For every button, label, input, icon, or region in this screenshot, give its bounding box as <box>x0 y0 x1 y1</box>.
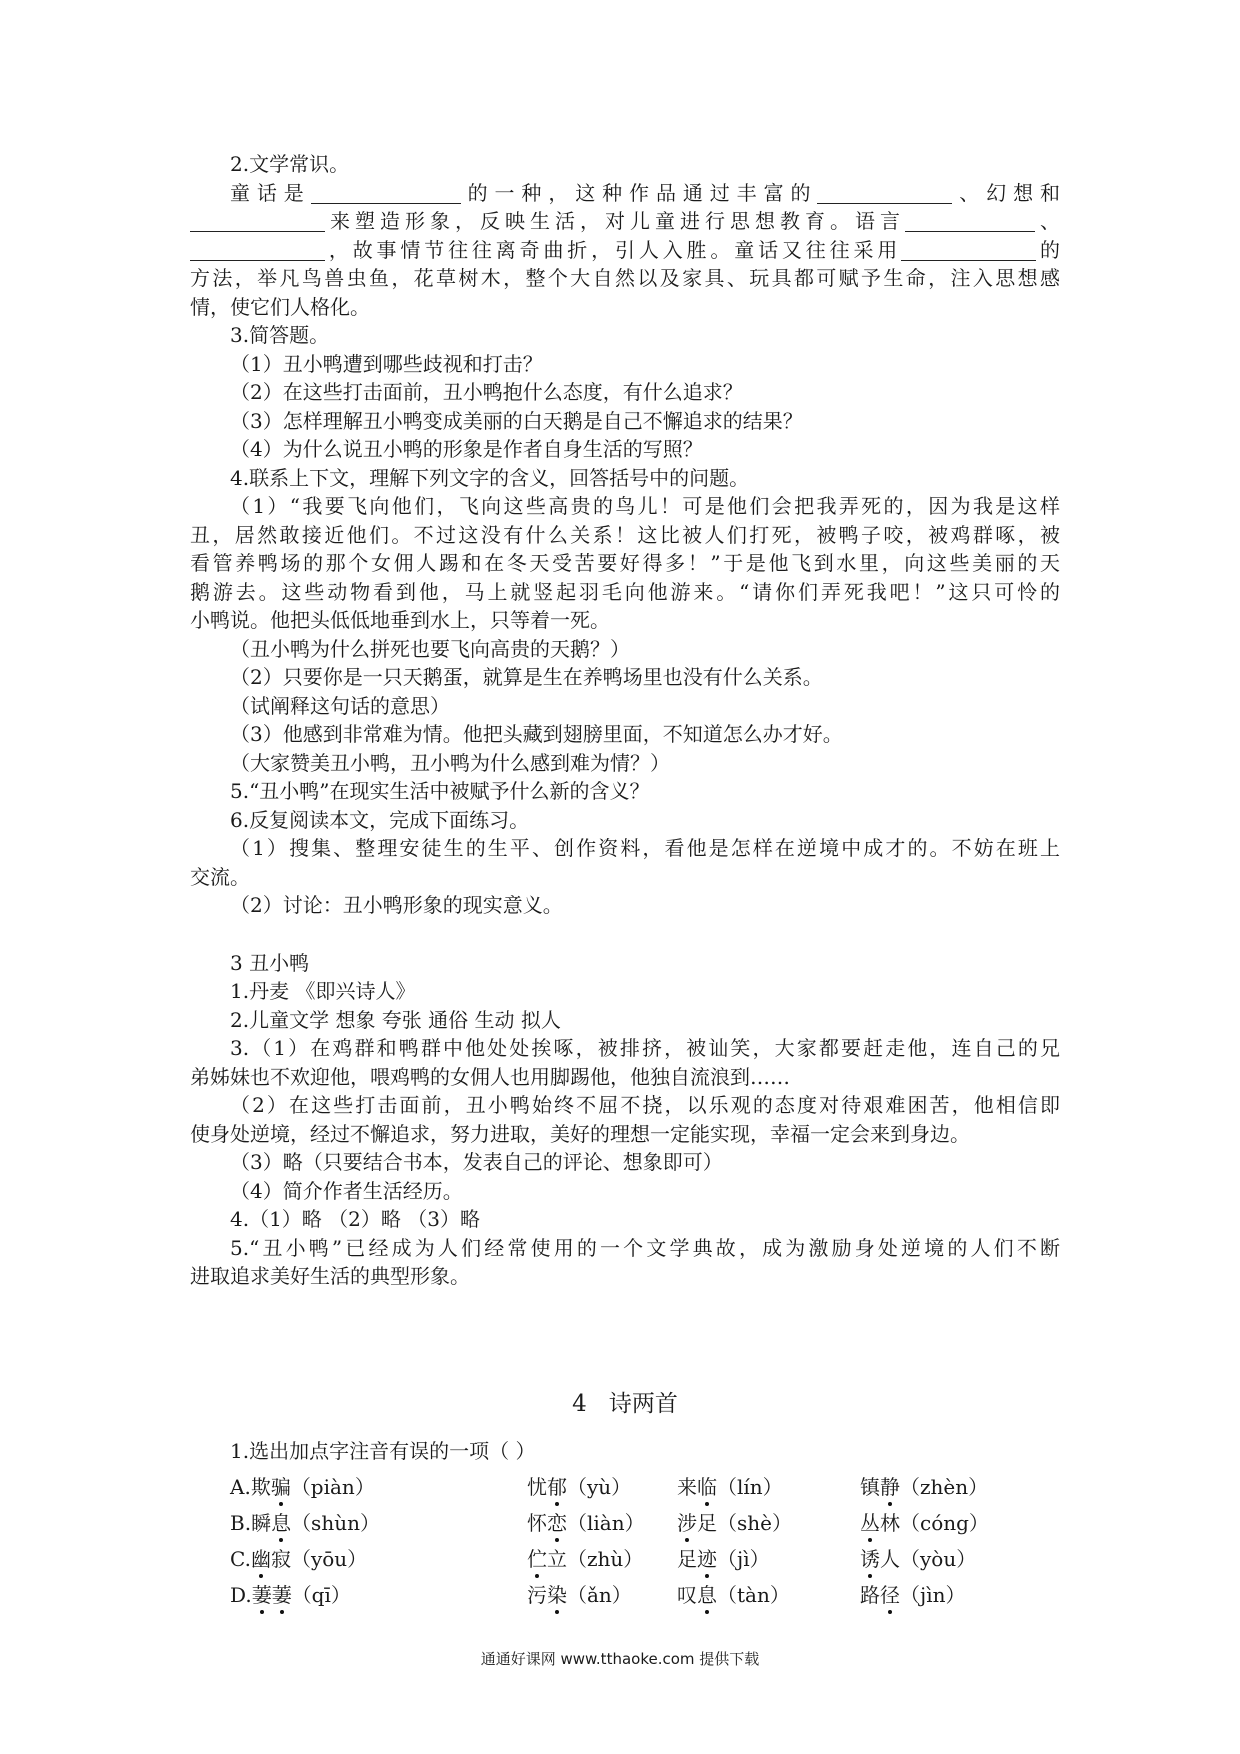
blank <box>311 183 461 204</box>
option-cell <box>230 1469 527 1505</box>
text-segment: 童话是 <box>230 180 311 205</box>
dotted-char: 临 <box>697 1475 717 1499</box>
option-text: （jìn） <box>900 1583 966 1607</box>
option-text: D. <box>230 1583 252 1607</box>
section-heading: 2.文学常识。 <box>230 152 350 176</box>
question: 5.“丑小鸭”在现实生活中被赋予什么新的含义？ <box>230 779 650 803</box>
option-text: （ǎn） <box>567 1583 632 1607</box>
exercise-line: （1）搜集、整理安徒生的生平、创作资料，看他是怎样在逆境中成才的。不妨在班上 <box>230 836 1060 860</box>
question: （4）为什么说丑小鸭的形象是作者自身生活的写照？ <box>230 437 703 461</box>
option-text: （cóng） <box>900 1511 989 1535</box>
text-segment: 的一种，这种作品通过丰富的 <box>460 180 818 205</box>
option-cell <box>230 1577 527 1613</box>
question: 1.选出加点字注音有误的一项（ ） <box>230 1438 536 1463</box>
option-cell <box>860 1541 989 1577</box>
dotted-char: 染 <box>547 1583 567 1607</box>
question: （大家赞美丑小鸭，丑小鸭为什么感到难为情？） <box>230 750 670 775</box>
dotted-char: 骗 <box>270 1475 291 1499</box>
dotted-char: 静 <box>880 1475 900 1499</box>
option-cell <box>527 1577 677 1613</box>
dotted-char: 萋 <box>271 1583 292 1607</box>
option-text: （tàn） <box>717 1583 790 1607</box>
lesson-title <box>190 1387 1060 1421</box>
question: （1）丑小鸭遭到哪些歧视和打击？ <box>230 351 543 376</box>
answer: 3.（1）在鸡群和鸭群中他处处挨啄，被排挤，被讪笑，大家都要赶走他，连自己的兄 <box>230 1036 1060 1060</box>
option-cell <box>860 1577 989 1613</box>
option-text: C. <box>230 1547 251 1571</box>
option-text: B. <box>230 1511 252 1535</box>
answer: 2.儿童文学 想象 夸张 通俗 生动 拟人 <box>230 1007 561 1032</box>
answer: 4.（1）略 （2）略 （3）略 <box>230 1207 480 1231</box>
dotted-char: 幽 <box>250 1547 271 1571</box>
option-text: 立 <box>547 1547 567 1571</box>
option-text: 足 <box>677 1547 697 1571</box>
passage-line: 丑，居然敢接近他们。不过这没有什么关系！这比被人们打死，被鸭子咬，被鸡群啄，被 <box>190 522 1060 547</box>
option-text: 怀 <box>527 1511 547 1535</box>
answer: 使身处逆境，经过不懈追求，努力进取，美好的理想一定能实现，幸福一定会来到身边。 <box>190 1121 970 1146</box>
option-text: 寂 <box>270 1547 291 1571</box>
dotted-char: 息 <box>697 1583 717 1607</box>
passage-line: 小鸭说。他把头低低地垂到水上，只等着一死。 <box>190 608 610 632</box>
option-cell <box>527 1469 677 1505</box>
fill-line-3 <box>190 236 1060 265</box>
option-text: 路 <box>860 1583 880 1607</box>
text-segment: 来塑造形象，反映生活，对儿童进行思想教育。语言 <box>325 209 905 233</box>
dotted-char: 涉 <box>677 1511 697 1535</box>
option-text: 人 <box>880 1547 900 1571</box>
answer: （2）在这些打击面前，丑小鸭始终不屈不挠，以乐观的态度对待艰难困苦，他相信即 <box>230 1093 1060 1117</box>
option-text: 忧 <box>527 1475 547 1499</box>
answer: 弟姊妹也不欢迎他，喂鸡鸭的女佣人也用脚踢他，他独自流浪到…… <box>190 1064 790 1089</box>
text-segment: 的 <box>1036 237 1061 262</box>
option-text: （qī） <box>291 1583 351 1607</box>
option-text: 叹 <box>677 1583 697 1607</box>
dotted-char: 迹 <box>697 1547 717 1571</box>
dotted-char: 萋 <box>251 1583 272 1607</box>
option-text: （zhèn） <box>900 1475 989 1499</box>
blank <box>190 211 325 232</box>
document-page <box>190 150 1060 1613</box>
fill-line-2 <box>190 207 1060 236</box>
option-cell <box>677 1577 860 1613</box>
blank <box>817 183 952 204</box>
option-text: （yòu） <box>900 1547 977 1571</box>
question: （3）怎样理解丑小鸭变成美丽的白天鹅是自己不懈追求的结果？ <box>230 408 803 433</box>
question: （2）在这些打击面前，丑小鸭抱什么态度，有什么追求？ <box>230 380 743 404</box>
answer: （4）简介作者生活经历。 <box>230 1178 463 1203</box>
option-cell <box>527 1505 677 1541</box>
page-footer: 通通好课网 www.tthaoke.com 提供下载 <box>480 1650 760 1668</box>
option-cell <box>860 1469 989 1505</box>
dotted-char: 径 <box>880 1583 900 1607</box>
options-table <box>230 1469 989 1613</box>
option-text: 镇 <box>860 1475 880 1499</box>
dotted-char: 恋 <box>547 1511 567 1535</box>
option-text: （jì） <box>717 1547 770 1571</box>
fill-line-1 <box>190 179 1060 208</box>
dotted-char: 息 <box>271 1511 292 1535</box>
option-cell <box>230 1505 527 1541</box>
option-row <box>230 1505 989 1541</box>
option-text: （piàn） <box>290 1475 375 1499</box>
option-row <box>230 1541 989 1577</box>
option-text: 足 <box>697 1511 717 1535</box>
option-text: 污 <box>527 1583 547 1607</box>
option-text: 来 <box>677 1475 697 1499</box>
passage-line: （2）只要你是一只天鹅蛋，就算是生在养鸭场里也没有什么关系。 <box>230 665 823 689</box>
option-text: （lín） <box>717 1475 783 1499</box>
answer-title: 3 丑小鸭 <box>230 950 310 975</box>
text-segment: ，故事情节往往离奇曲折，引人入胜。童话又往往采用 <box>325 237 902 262</box>
option-text: （shè） <box>717 1511 792 1535</box>
option-text: A. <box>230 1475 251 1499</box>
answer: （3）略（只要结合书本，发表自己的评论、想象即可） <box>230 1150 723 1174</box>
option-text: （liàn） <box>567 1511 645 1535</box>
dotted-char: 伫 <box>527 1547 547 1571</box>
blank <box>905 211 1035 232</box>
passage-line: （3）他感到非常难为情。他把头藏到翅膀里面，不知道怎么办才好。 <box>230 722 843 746</box>
answer: 5.“丑小鸭”已经成为人们经常使用的一个文学典故，成为激励身处逆境的人们不断 <box>230 1235 1060 1260</box>
option-text: （zhù） <box>567 1547 644 1571</box>
answer: 1.丹麦 《即兴诗人》 <box>230 979 416 1003</box>
option-row <box>230 1577 989 1613</box>
text-segment: 4 <box>572 1390 587 1417</box>
dotted-char: 丛 <box>860 1511 880 1535</box>
passage-line: 看管养鸭场的那个女佣人踢和在冬天受苦要好得多！”于是他飞到水里，向这些美丽的天 <box>190 551 1060 575</box>
text-line: 方法，举凡鸟兽虫鱼，花草树木，整个大自然以及家具、玩具都可赋予生命，注入思想感 <box>190 266 1060 290</box>
option-cell <box>677 1469 860 1505</box>
section-heading: 3.简答题。 <box>230 323 330 347</box>
option-row <box>230 1469 989 1505</box>
question: （丑小鸭为什么拼死也要飞向高贵的天鹅？） <box>230 636 630 661</box>
option-cell <box>230 1541 527 1577</box>
option-cell <box>860 1505 989 1541</box>
passage-line: 鹅游去。这些动物看到他，马上就竖起羽毛向他游来。“请你们弄死我吧！”这只可怜的 <box>190 579 1060 604</box>
section-heading: 6.反复阅读本文，完成下面练习。 <box>230 807 530 832</box>
question: （试阐释这句话的意思） <box>230 693 450 718</box>
answer: 进取追求美好生活的典型形象。 <box>190 1264 470 1288</box>
option-text: 林 <box>880 1511 900 1535</box>
dotted-char: 诱 <box>860 1547 880 1571</box>
text-segment: 、幻想和 <box>952 180 1061 205</box>
option-text: 瞬 <box>251 1511 272 1535</box>
option-cell <box>677 1505 860 1541</box>
option-text: （yōu） <box>290 1547 368 1571</box>
dotted-char: 郁 <box>547 1475 567 1499</box>
exercise-line: （2）讨论：丑小鸭形象的现实意义。 <box>230 893 563 917</box>
option-text: （shùn） <box>291 1511 380 1535</box>
option-cell <box>527 1541 677 1577</box>
exercise-line: 交流。 <box>190 864 250 889</box>
text-line: 情，使它们人格化。 <box>190 294 370 319</box>
text-segment: 、 <box>1035 209 1060 233</box>
passage-line: （1）“我要飞向他们，飞向这些高贵的鸟儿！可是他们会把我弄死的，因为我是这样 <box>230 494 1060 518</box>
option-text: （yù） <box>567 1475 632 1499</box>
blank <box>901 240 1036 261</box>
blank <box>190 240 325 261</box>
section-heading: 4.联系上下文，理解下列文字的含义，回答括号中的问题。 <box>230 465 750 490</box>
text-segment: 诗两首 <box>608 1390 678 1417</box>
option-text: 欺 <box>250 1475 271 1499</box>
option-cell <box>677 1541 860 1577</box>
